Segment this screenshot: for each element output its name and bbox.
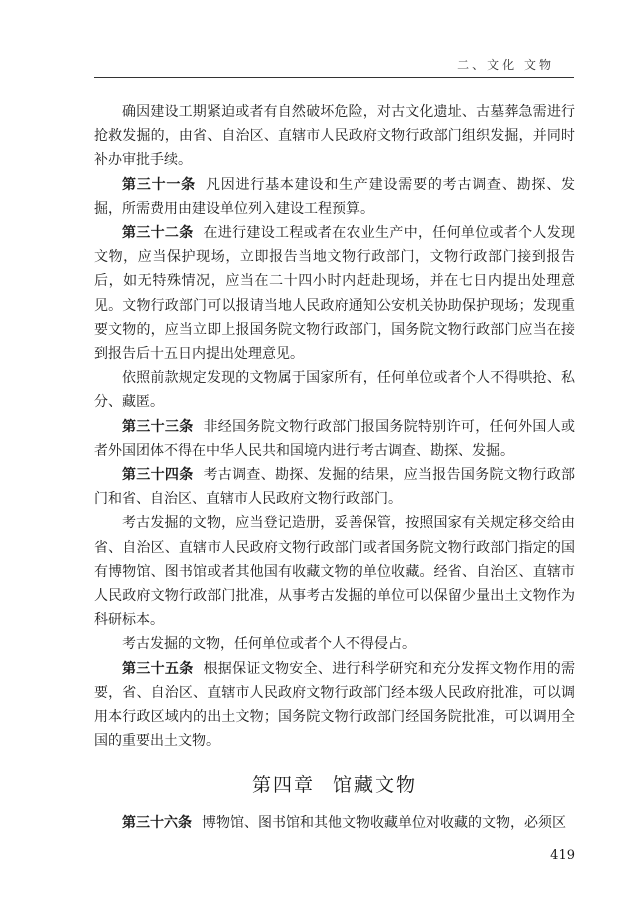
paragraph-text: 博物馆、图书馆和其他文物收藏单位对收藏的文物，必须区 <box>202 815 566 832</box>
paragraph-text: 依照前款规定发现的文物属于国家所有，任何单位或者个人不得哄抢、私分、藏匿。 <box>94 370 575 411</box>
article-label: 第三十一条 <box>122 176 196 193</box>
chapter-heading <box>94 773 575 797</box>
paragraph-6 <box>94 511 575 632</box>
paragraph-text: 根据保证文物安全、进行科学研究和充分发挥文物作用的需要，省、自治区、直辖市人民政府文物行政部门经本级人民政府批准，可以调用本行政区域内的出土文物；国务院文物行政部门经国务院批准，可以调用全国的重要出土文物。 <box>94 660 575 750</box>
paragraph-text: 凡因进行基本建设和生产建设需要的考古调查、勘探、发掘，所需费用由建设单位列入建设工程预算。 <box>94 176 576 217</box>
paragraph-5 <box>94 463 575 511</box>
page-number: 419 <box>550 848 575 863</box>
article-label: 第三十三条 <box>122 418 194 435</box>
paragraph-2 <box>94 221 575 366</box>
paragraph-8 <box>94 657 575 754</box>
article-label: 第三十六条 <box>122 815 192 832</box>
article-label: 第三十二条 <box>122 225 194 242</box>
header-rule <box>94 77 574 78</box>
paragraph-text: 非经国务院文物行政部门报国务院特别许可，任何外国人或者外国团体不得在中华人民共和国境内进行考古调查、勘探、发掘。 <box>94 418 575 459</box>
paragraph-7 <box>94 632 575 656</box>
chapter-title: 馆藏文物 <box>333 774 418 797</box>
paragraph-3 <box>94 366 575 414</box>
paragraphs-after <box>94 811 575 835</box>
paragraph-text: 在进行建设工程或者在农业生产中，任何单位或者个人发现文物，应当保护现场，立即报告当地文物行政部门，文物行政部门接到报告后，如无特殊情况，应当在二十四小时内赶赴现场，并在七日内提出处理意见。文物行政部门可以报请当地人民政府通知公安机关协助保护现场；发现重要文物的，应当立即上报国务院文物行政部门，国务院文物行政部门应当在接到报告后十五日内提出处理意见。 <box>94 225 575 363</box>
chapter-number: 第四章 <box>251 774 315 797</box>
paragraph-text: 考古调查、勘探、发掘的结果，应当报告国务院文物行政部门和省、自治区、直辖市人民政府文物行政部门。 <box>94 467 575 508</box>
paragraph-after-0 <box>94 811 575 835</box>
paragraph-text: 确因建设工期紧迫或者有自然破坏危险，对古文化遗址、古墓葬急需进行抢救发掘的，由省、自治区、直辖市人民政府文物行政部门组织发掘，并同时补办审批手续。 <box>94 104 575 169</box>
article-label: 第三十五条 <box>122 660 194 677</box>
paragraph-1 <box>94 173 575 221</box>
paragraphs-before <box>94 100 575 753</box>
paragraph-text: 考古发掘的文物，应当登记造册，妥善保管，按照国家有关规定移交给由省、自治区、直辖市人民政府文物行政部门或者国务院文物行政部门指定的国有博物馆、图书馆或者其他国有收藏文物的单位收藏。经省、自治区、直辖市人民政府文物行政部门批准，从事考古发掘的单位可以保留少量出土文物作为科研标本。 <box>94 515 575 629</box>
article-label: 第三十四条 <box>122 467 194 484</box>
page-body <box>94 100 575 836</box>
paragraph-text: 考古发掘的文物，任何单位或者个人不得侵占。 <box>122 636 416 653</box>
running-header: 二、文化 文物 <box>457 58 554 72</box>
paragraph-4 <box>94 415 575 463</box>
paragraph-0 <box>94 100 575 173</box>
